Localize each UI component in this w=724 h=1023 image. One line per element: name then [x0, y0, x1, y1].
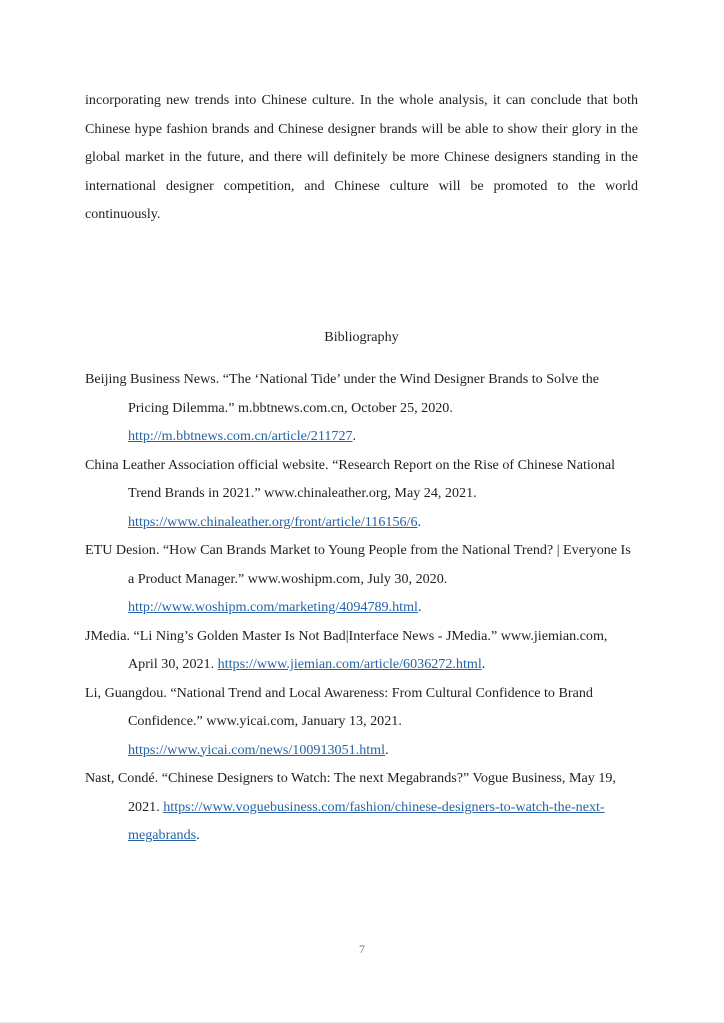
- bibliography-entry: [85, 365, 638, 451]
- entry-text: Nast, Condé. “Chinese Designers to Watch: The next Megabrands?” Vogue Business, May 19, 2021.: [85, 770, 616, 815]
- entry-link[interactable]: https://www.chinaleather.org/front/article/116156/6: [128, 513, 418, 530]
- bibliography-entry: [85, 622, 638, 679]
- entry-link[interactable]: https://www.yicai.com/news/100913051.html: [128, 741, 386, 758]
- entry-text: Li, Guangdou. “National Trend and Local Awareness: From Cultural Confidence to Brand Confidence.” www.yicai.com, January 13, 2021.: [85, 684, 593, 729]
- entry-link[interactable]: http://m.bbtnews.com.cn/article/211727: [128, 428, 353, 444]
- entry-link[interactable]: https://www.voguebusiness.com/fashion/chinese-designers-to-watch-the-next-megabrands: [128, 798, 605, 843]
- bibliography-entry: [85, 451, 638, 537]
- entry-text: Beijing Business News. “The ‘National Tide’ under the Wind Designer Brands to Solve the Pricing Dilemma.” m.bbtnews.com.cn, October 25, 2020.: [85, 371, 600, 416]
- entry-suffix: .: [196, 827, 200, 843]
- entry-link[interactable]: https://www.jiemian.com/article/6036272.html: [217, 656, 482, 672]
- bibliography-list: [85, 365, 638, 850]
- bibliography-entry: [85, 679, 638, 765]
- entry-suffix: .: [385, 741, 389, 758]
- entry-text: China Leather Association official website. “Research Report on the Rise of Chinese National Trend Brands in 2021.” www.chinaleather.org, May 24, 2021.: [85, 456, 616, 501]
- entry-text: JMedia. “Li Ning’s Golden Master Is Not Bad|Interface News - JMedia.” www.jiemian.com, April 30, 2021.: [85, 627, 608, 672]
- page-number: 7: [359, 942, 365, 956]
- entry-suffix: .: [417, 513, 422, 530]
- bibliography-entry: [85, 536, 638, 622]
- bibliography-entry: [85, 764, 638, 850]
- entry-link[interactable]: http://www.woshipm.com/marketing/4094789.html: [128, 599, 418, 615]
- entry-suffix: .: [352, 428, 357, 444]
- entry-suffix: .: [417, 599, 422, 615]
- document-content: [85, 86, 638, 850]
- entry-text: ETU Desion. “How Can Brands Market to Young People from the National Trend? | Everyone Is a Product Manager.” www.woshipm.com, July 30, 2020.: [85, 542, 631, 587]
- bibliography-heading: Bibliography: [324, 328, 399, 345]
- body-paragraph: incorporating new trends into Chinese culture. In the whole analysis, it can conclude that both Chinese hype fashion brands and Chinese designer brands will be able to show their glory in the global market in the future, and there will definitely be more Chinese designers standing in the international designer competition, and Chinese culture will be promoted to the world continuously.: [85, 92, 638, 222]
- entry-suffix: .: [481, 656, 486, 672]
